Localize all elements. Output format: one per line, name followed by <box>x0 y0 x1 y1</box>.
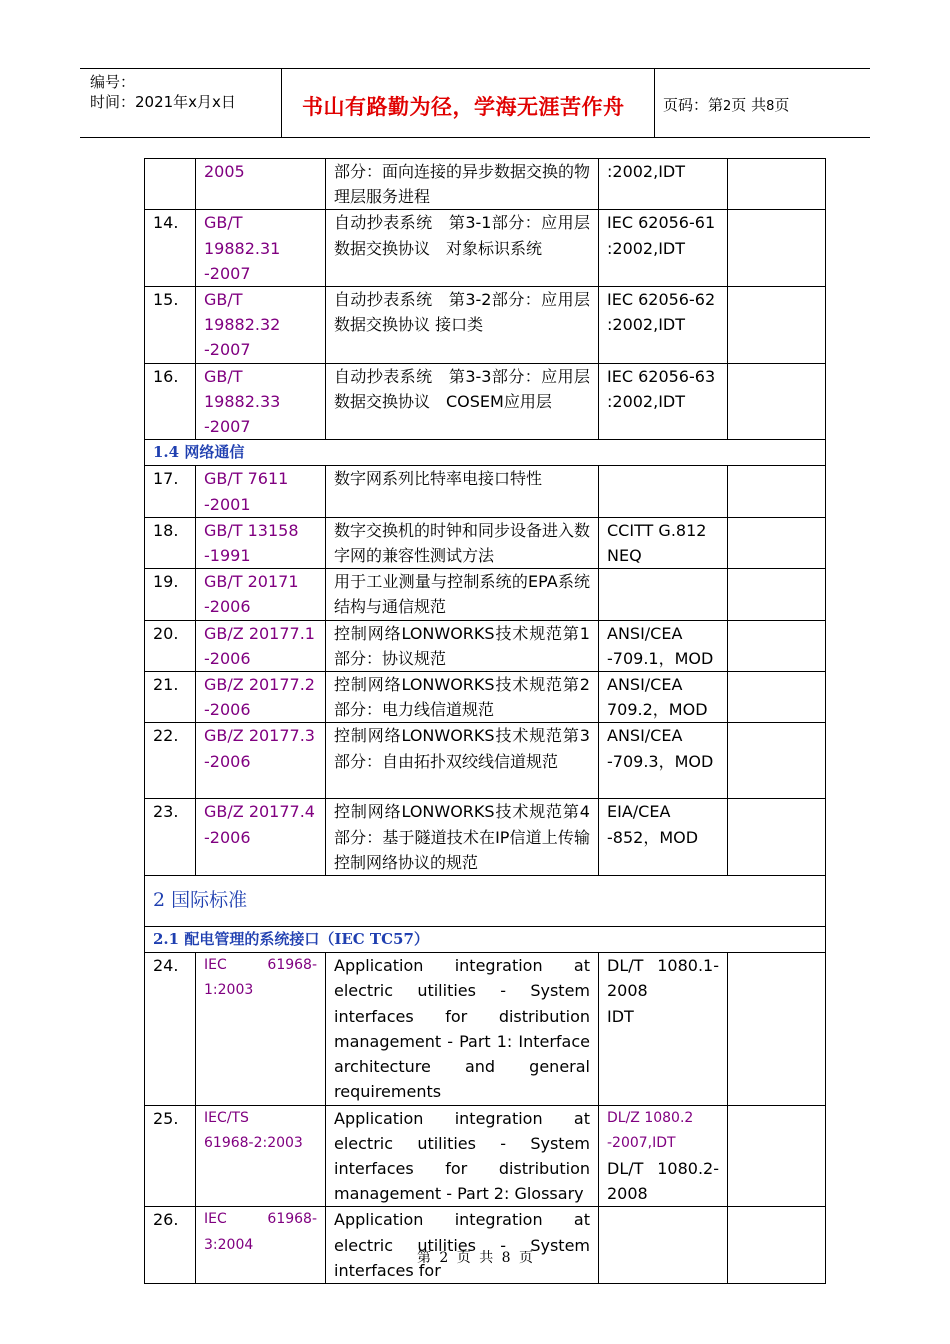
code-line-b: 61968- <box>267 957 317 974</box>
standard-reference <box>599 287 728 364</box>
table-row <box>145 287 826 364</box>
remark-cell <box>728 1207 826 1284</box>
page-mid: 页 共 <box>731 96 767 114</box>
standards-table <box>144 158 826 1284</box>
row-number: 25. <box>145 1105 196 1207</box>
table-row <box>145 672 826 723</box>
code-line: GB/T <box>204 213 243 233</box>
standard-title <box>326 799 599 876</box>
ref-line: IEC 62056-63 <box>607 366 716 386</box>
standard-code <box>196 672 326 723</box>
remark-cell <box>728 672 826 723</box>
ref-line: EIA/CEA <box>607 802 671 822</box>
row-number <box>145 159 196 210</box>
standard-title: Application integration at electric utilities - System interfaces for distribution management - Part 1: Interface architecture and general requirements <box>326 953 599 1105</box>
row-number: 22. <box>145 723 196 799</box>
code-line: GB/Z 20177.4 <box>204 802 315 822</box>
row-number: 15. <box>145 287 196 364</box>
standard-reference <box>599 569 728 620</box>
ref-line-a: DL/T <box>607 1158 644 1178</box>
title-line: 自动抄表系统 第3-3部分：应用层数据交换协议 COSEM应用层 <box>334 366 590 411</box>
standard-code <box>196 723 326 799</box>
standard-reference <box>599 620 728 671</box>
header-page-cell <box>655 69 870 137</box>
code-line: -2006 <box>204 700 251 720</box>
page-header <box>80 68 870 138</box>
code-line: -2006 <box>204 751 251 771</box>
table-row <box>145 620 826 671</box>
code-line: 19882.32 <box>204 315 281 335</box>
ref-line: ANSI/CEA <box>607 623 683 643</box>
code-line: -2006 <box>204 597 251 617</box>
standard-code <box>196 287 326 364</box>
page-prefix: 页码：第 <box>663 96 724 114</box>
ref-line-b: 1080.2- <box>657 1158 719 1178</box>
code-line: -2001 <box>204 494 251 514</box>
ref-line: ANSI/CEA <box>607 726 683 746</box>
number-label: 编号： <box>90 73 136 91</box>
standard-code <box>196 517 326 568</box>
row-number: 26. <box>145 1207 196 1284</box>
title-line: 数字网系列比特率电接口特性 <box>334 469 543 489</box>
standard-reference <box>599 466 728 517</box>
ref-line <box>607 1156 719 1181</box>
table-body <box>145 159 826 1284</box>
remark-cell <box>728 620 826 671</box>
code-line: 61968-2:2003 <box>204 1134 303 1151</box>
row-number: 20. <box>145 620 196 671</box>
ref-line: :2002,IDT <box>607 162 686 181</box>
standard-code <box>196 953 326 1105</box>
ref-line: :2002,IDT <box>607 315 686 335</box>
title-line: 控制网络LONWORKS技术规范第1部分：协议规范 <box>334 623 590 668</box>
standard-title <box>326 159 599 210</box>
code-line: GB/T 13158 <box>204 520 299 540</box>
title-line: 部分：面向连接的异步数据交换的物理层服务进程 <box>334 162 591 207</box>
code-line-a: IEC <box>204 957 227 974</box>
standard-reference <box>599 672 728 723</box>
code-line <box>204 1207 317 1232</box>
code-line: GB/T <box>204 290 243 310</box>
header-motto-cell <box>282 69 655 137</box>
table-row <box>145 799 826 876</box>
table-row <box>145 723 826 799</box>
code-line: -2007 <box>204 263 251 283</box>
ref-line: NEQ <box>607 546 642 566</box>
table-row <box>145 210 826 287</box>
table-row <box>145 1105 826 1207</box>
standard-code <box>196 569 326 620</box>
table-row <box>145 466 826 517</box>
row-number: 17. <box>145 466 196 517</box>
remark-cell <box>728 799 826 876</box>
row-number: 14. <box>145 210 196 287</box>
ref-line: IEC 62056-61 <box>607 213 716 233</box>
code-line: -2007 <box>204 340 251 360</box>
title-line: 控制网络LONWORKS技术规范第2部分：电力线信道规范 <box>334 675 590 720</box>
ref-line: -709.1，MOD <box>607 648 714 668</box>
standard-title <box>326 569 599 620</box>
code-line: -2006 <box>204 648 251 668</box>
code-line-b: 61968- <box>267 1211 317 1228</box>
header-meta <box>80 69 282 137</box>
standard-title <box>326 363 599 440</box>
remark-cell <box>728 517 826 568</box>
table-row <box>145 1207 826 1284</box>
remark-cell <box>728 569 826 620</box>
code-line <box>204 953 317 978</box>
ref-line: -852，MOD <box>607 827 699 847</box>
standard-code <box>196 799 326 876</box>
standard-title <box>326 287 599 364</box>
section-heading-2: 2 国际标准 <box>145 876 826 927</box>
standard-reference <box>599 210 728 287</box>
row-number: 21. <box>145 672 196 723</box>
section-heading-1-4: 1.4 网络通信 <box>145 440 826 466</box>
ref-line: :2002,IDT <box>607 391 686 411</box>
remark-cell <box>728 159 826 210</box>
ref-line <box>607 953 719 978</box>
code-line: -2007 <box>204 417 251 437</box>
standard-code <box>196 466 326 517</box>
standard-reference <box>599 1207 728 1284</box>
ref-line: 2008 <box>607 1184 648 1204</box>
title-line: 自动抄表系统 第3-1部分：应用层数据交换协议 对象标识系统 <box>334 213 590 258</box>
title-line: 数字交换机的时钟和同步设备进入数字网的兼容性测试方法 <box>334 520 591 566</box>
section-heading-2-1: 2.1 配电管理的系统接口（IEC TC57） <box>145 927 826 953</box>
ref-line: 2008 <box>607 981 648 1001</box>
remark-cell <box>728 210 826 287</box>
ref-line: DL/Z 1080.2 <box>607 1109 694 1126</box>
standard-code <box>196 210 326 287</box>
code-line: GB/Z 20177.3 <box>204 726 315 746</box>
row-number: 23. <box>145 799 196 876</box>
ref-line: -709.3，MOD <box>607 751 714 771</box>
page-indicator <box>663 94 789 115</box>
standard-code <box>196 1207 326 1284</box>
standard-reference <box>599 953 728 1105</box>
ref-line: CCITT G.812 <box>607 520 707 540</box>
time-label: 时间：2021年x月x日 <box>90 93 236 111</box>
remark-cell <box>728 953 826 1105</box>
motto: 书山有路勤为径，学海无涯苦作舟 <box>302 95 625 119</box>
code-line: GB/T <box>204 366 243 386</box>
ref-line: -2007,IDT <box>607 1134 676 1151</box>
page-total: 8 <box>766 99 775 114</box>
ref-line: ANSI/CEA <box>607 675 683 695</box>
code-line: -1991 <box>204 546 251 566</box>
ref-line-b: 1080.1- <box>657 956 719 976</box>
standard-code <box>196 159 326 210</box>
code-line: 19882.33 <box>204 391 281 411</box>
table-row <box>145 517 826 568</box>
standard-code <box>196 363 326 440</box>
ref-line: 709.2，MOD <box>607 700 708 720</box>
standard-title <box>326 517 599 568</box>
table-row <box>145 953 826 1105</box>
page-footer: 第 2 页 共 8 页 <box>416 1250 534 1266</box>
standard-reference <box>599 1105 728 1207</box>
row-number: 16. <box>145 363 196 440</box>
code-line: IEC/TS <box>204 1109 249 1126</box>
title-line: 用于工业测量与控制系统的EPA系统结构与通信规范 <box>334 572 590 617</box>
section-row <box>145 876 826 927</box>
table-row <box>145 363 826 440</box>
remark-cell <box>728 287 826 364</box>
page-number: 2 <box>723 99 732 114</box>
ref-line: IDT <box>607 1006 634 1026</box>
standard-title <box>326 620 599 671</box>
code-line: GB/T 7611 <box>204 469 289 489</box>
remark-cell <box>728 723 826 799</box>
code-line-a: IEC <box>204 1211 227 1228</box>
ref-line: :2002,IDT <box>607 238 686 258</box>
code-line: GB/Z 20177.2 <box>204 675 315 695</box>
standard-reference <box>599 723 728 799</box>
standard-reference <box>599 159 728 210</box>
ref-line-a: DL/T <box>607 956 644 976</box>
table-row <box>145 569 826 620</box>
remark-cell <box>728 1105 826 1207</box>
code-line: -2006 <box>204 827 251 847</box>
title-line: 自动抄表系统 第3-2部分：应用层数据交换协议 接口类 <box>334 290 590 335</box>
row-number: 19. <box>145 569 196 620</box>
row-number: 24. <box>145 953 196 1105</box>
row-number: 18. <box>145 517 196 568</box>
code-line: 2005 <box>204 162 245 181</box>
standard-reference <box>599 517 728 568</box>
code-line: 3:2004 <box>204 1236 254 1253</box>
standard-reference <box>599 799 728 876</box>
standard-title: Application integration at electric utilities - System interfaces for <box>326 1207 599 1284</box>
title-line: 控制网络LONWORKS技术规范第3部分：自由拓扑双绞线信道规范 <box>334 726 590 771</box>
code-line: GB/T 20171 <box>204 572 299 592</box>
standard-code <box>196 1105 326 1207</box>
standard-reference <box>599 363 728 440</box>
table-row <box>145 159 826 210</box>
code-line: GB/Z 20177.1 <box>204 623 315 643</box>
standard-title <box>326 672 599 723</box>
standard-code <box>196 620 326 671</box>
section-row <box>145 927 826 953</box>
remark-cell <box>728 466 826 517</box>
title-line: 控制网络LONWORKS技术规范第4部分：基于隧道技术在IP信道上传输控制网络协议的规范 <box>334 802 590 872</box>
standard-title <box>326 466 599 517</box>
standard-title <box>326 723 599 799</box>
remark-cell <box>728 363 826 440</box>
standard-title: Application integration at electric utilities - System interfaces for distribution management - Part 2: Glossary <box>326 1105 599 1207</box>
ref-line: IEC 62056-62 <box>607 290 716 310</box>
code-line: 1:2003 <box>204 982 254 999</box>
code-line: 19882.31 <box>204 238 281 258</box>
standard-title <box>326 210 599 287</box>
page-suffix: 页 <box>774 96 790 114</box>
section-row <box>145 440 826 466</box>
